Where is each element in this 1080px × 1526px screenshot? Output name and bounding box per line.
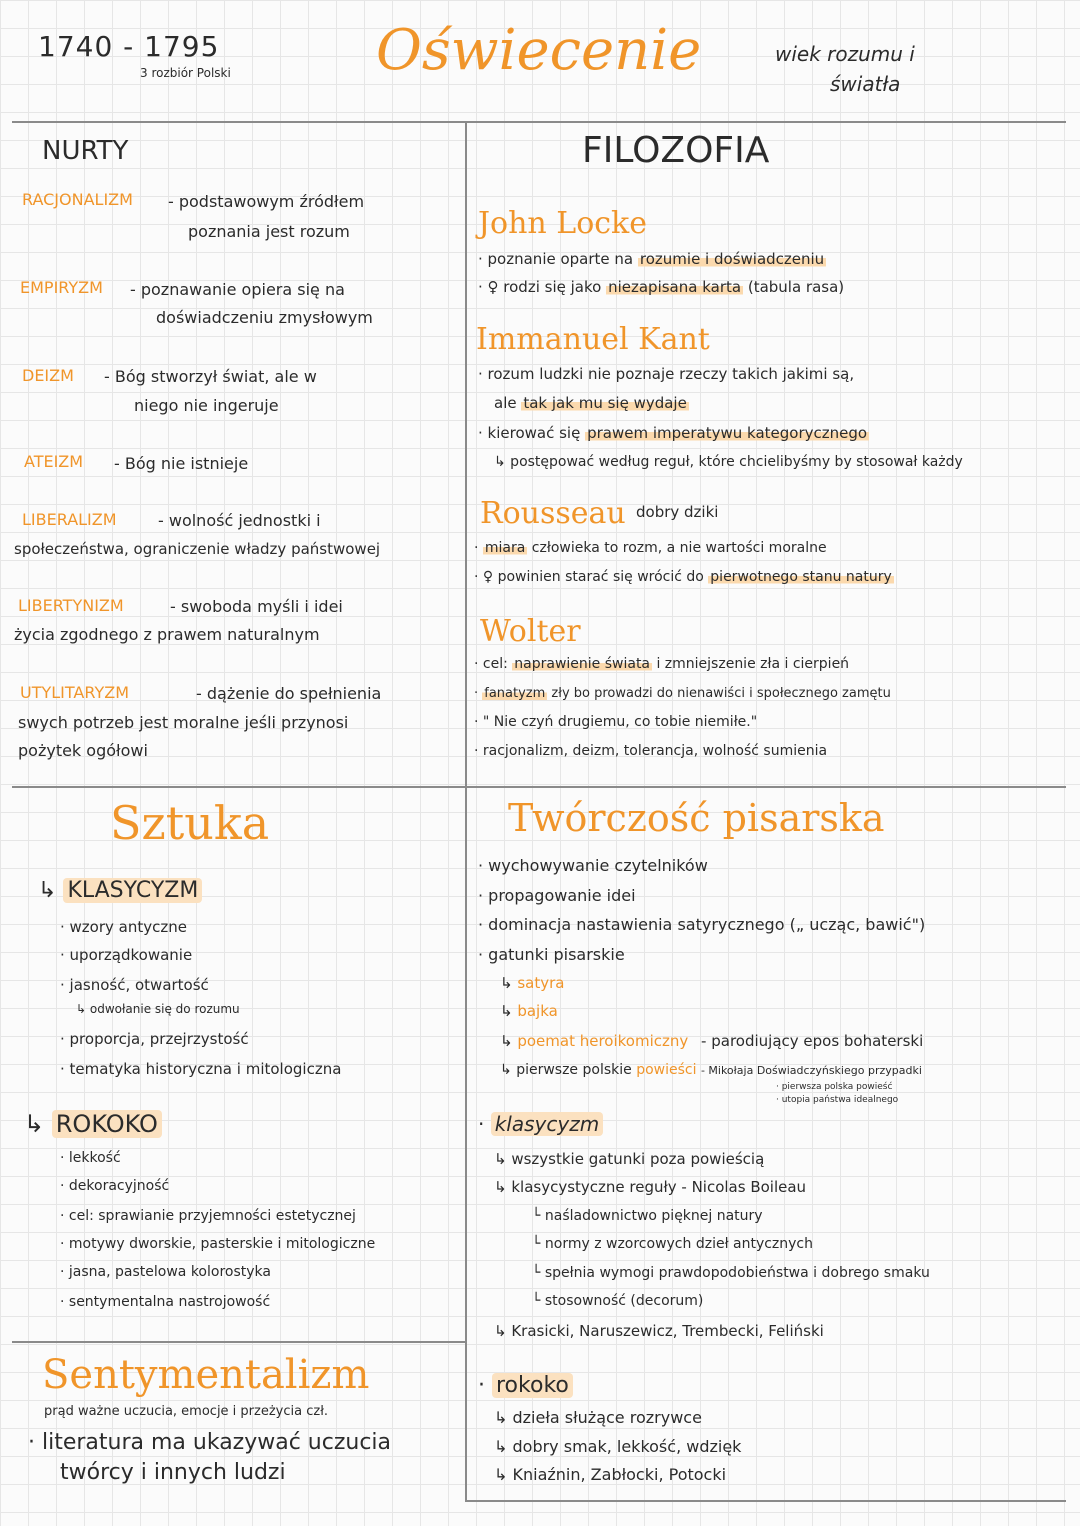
text: poemat heroikomiczny: [517, 1032, 689, 1050]
nurt-term: LIBERALIZM: [22, 510, 117, 529]
rousseau-bullet-2: [474, 569, 894, 585]
highlight: naprawienie świata: [514, 656, 651, 672]
kant-bullet-1: · rozum ludzki nie poznaje rzeczy takich jakimi są,: [478, 365, 855, 383]
rokoko-line: ↳ dobry smak, lekkość, wdzięk: [494, 1437, 742, 1456]
locke-name: John Locke: [478, 206, 647, 241]
nurt-def-2: poznania jest rozum: [188, 222, 350, 241]
tworczosc-heading: Twórczość pisarska: [508, 796, 885, 840]
rousseau-note: dobry dziki: [636, 503, 719, 521]
klasycyzm-item: · wzory antyczne: [60, 918, 187, 936]
locke-bullet-2: [478, 278, 844, 296]
arrow-icon: ↳: [500, 1062, 517, 1078]
nurt-def-3: pożytek ogółowi: [18, 741, 148, 760]
text: powieści: [636, 1062, 697, 1078]
gatunek-bajka: [500, 1002, 558, 1020]
nurt-def-2: swych potrzeb jest moralne jeśli przynosi: [18, 713, 349, 732]
highlight: klasycyzm: [491, 1112, 603, 1136]
rokoko-item: · lekkość: [60, 1150, 121, 1166]
nurt-term: ATEIZM: [24, 452, 84, 471]
klasycyzm-line: └ normy z wzorcowych dzieł antycznych: [532, 1236, 813, 1252]
locke-bullet-1: [478, 250, 826, 268]
bullet: ·: [478, 1112, 491, 1136]
gatunek-powiesc: [500, 1062, 922, 1078]
tworczosc-rokoko-label: [478, 1373, 573, 1398]
era-subtitle-1: wiek rozumu i: [775, 42, 915, 66]
bullet: ·: [474, 540, 483, 556]
klasycyzm-line: ↳ Krasicki, Naruszewicz, Trembecki, Feliński: [494, 1322, 824, 1340]
filozofia-heading: FILOZOFIA: [582, 130, 770, 171]
klasycyzm-line: └ stosowność (decorum): [532, 1293, 704, 1309]
text: · ♀ powinien starać się wrócić do: [474, 569, 709, 585]
rokoko-item: · sentymentalna nastrojowość: [60, 1294, 271, 1310]
era-dates: 1740 - 1795: [38, 30, 220, 63]
rousseau-name: Rousseau: [480, 496, 626, 531]
sentymentalizm-rule: [12, 1341, 465, 1343]
arrow-icon: ↳: [500, 974, 518, 992]
text: · poznanie oparte na: [478, 250, 638, 268]
nurt-def-1: - Bóg stworzył świat, ale w: [104, 367, 317, 386]
rokoko-item: · cel: sprawianie przyjemności estetycznej: [60, 1208, 356, 1224]
text: - parodiujący epos bohaterski: [701, 1032, 924, 1050]
text: satyra: [517, 974, 565, 992]
tworczosc-item: · wychowywanie czytelników: [478, 856, 708, 875]
text: ale: [494, 394, 522, 412]
wolter-name: Wolter: [480, 614, 581, 649]
highlight: ROKOKO: [52, 1110, 162, 1138]
rokoko-line: ↳ dzieła służące rozrywce: [494, 1408, 702, 1427]
klasycyzm-subitem: ↳ odwołanie się do rozumu: [76, 1002, 240, 1016]
nurt-term: EMPIRYZM: [20, 278, 103, 297]
klasycyzm-item: · proporcja, przejrzystość: [60, 1030, 249, 1048]
highlight: tak jak mu się wydaje: [523, 394, 687, 412]
kant-bullet-1b: [494, 394, 689, 412]
klasycyzm-item: · uporządkowanie: [60, 946, 193, 964]
bottom-rule: [465, 1500, 1066, 1502]
sentymentalizm-line-1: · literatura ma ukazywać uczucia: [28, 1430, 392, 1455]
highlight: niezapisana karta: [608, 278, 742, 296]
klasycyzm-line: ↳ wszystkie gatunki poza powieścią: [494, 1150, 765, 1168]
text: pierwsze polskie: [516, 1062, 637, 1078]
highlight: miara: [484, 540, 526, 556]
nurt-term: DEIZM: [22, 366, 74, 385]
center-divider: [465, 121, 467, 1501]
nurt-def-1: - Bóg nie istnieje: [114, 454, 249, 473]
nurt-def-1: - swoboda myśli i idei: [170, 597, 343, 616]
tworczosc-klasycyzm-label: [478, 1112, 603, 1136]
klasycyzm-label: [38, 878, 202, 903]
highlight: fanatyzm: [484, 686, 546, 701]
sztuka-heading: Sztuka: [110, 796, 270, 850]
kant-bullet-2: [478, 424, 869, 442]
nurt-def-2: życia zgodnego z prawem naturalnym: [14, 625, 320, 644]
highlight: prawem imperatywu kategorycznego: [587, 424, 868, 442]
sentymentalizm-heading: Sentymentalizm: [42, 1352, 370, 1398]
kant-bullet-3: ↳ postępować według reguł, które chcielibyśmy by stosował każdy: [494, 454, 963, 470]
klasycyzm-item: · tematyka historyczna i mitologiczna: [60, 1060, 342, 1078]
klasycyzm-item: · jasność, otwartość: [60, 976, 209, 994]
bullet: ·: [478, 1373, 492, 1398]
highlight: pierwotnego stanu natury: [710, 569, 892, 585]
wolter-bullet-3: · " Nie czyń drugiemu, co tobie niemiłe.": [474, 714, 758, 730]
text: (tabula rasa): [743, 278, 845, 296]
text: - Mikołaja Doświadczyńskiego przypadki: [700, 1064, 922, 1077]
arrow-icon: ↳: [500, 1002, 518, 1020]
text: zły bo prowadzi do nienawiści i społecznego zamętu: [547, 686, 891, 701]
highlight: rozumie i doświadczeniu: [639, 250, 825, 268]
sentymentalizm-line-2: twórcy i innych ludzi: [60, 1460, 286, 1485]
klasycyzm-line: └ spełnia wymogi prawdopodobieństwa i dobrego smaku: [532, 1265, 930, 1281]
text: bajka: [517, 1002, 558, 1020]
gatunek-satyra: [500, 974, 564, 992]
tworczosc-item: · gatunki pisarskie: [478, 945, 625, 964]
nurt-term: UTYLITARYZM: [20, 683, 129, 702]
rokoko-line: ↳ Kniaźnin, Zabłocki, Potocki: [494, 1465, 727, 1484]
rokoko-item: · jasna, pastelowa kolorostyka: [60, 1264, 271, 1280]
nurt-def-1: - wolność jednostki i: [158, 511, 321, 530]
nurt-def-1: - podstawowym źródłem: [168, 192, 365, 211]
nurt-def-1: - dążenie do spełnienia: [196, 684, 382, 703]
rokoko-item: · dekoracyjność: [60, 1178, 170, 1194]
kant-name: Immanuel Kant: [476, 322, 710, 357]
tworczosc-item: · propagowanie idei: [478, 886, 636, 905]
era-subtitle-2: światła: [830, 72, 901, 96]
text: · kierować się: [478, 424, 586, 442]
nurt-term: RACJONALIZM: [22, 190, 133, 209]
nurt-def-1: - poznawanie opiera się na: [130, 280, 345, 299]
tworczosc-item: · dominacja nastawienia satyrycznego („ ucząc, bawić"): [478, 915, 926, 934]
wolter-bullet-2: [474, 686, 891, 701]
nurt-def-2: niego nie ingeruje: [134, 396, 279, 415]
rousseau-bullet-1: [474, 540, 827, 556]
era-dates-note: 3 rozbiór Polski: [140, 66, 231, 80]
powiesc-sub-1: · pierwsza polska powieść: [776, 1082, 893, 1092]
klasycyzm-line: └ naśladownictwo pięknej natury: [532, 1208, 763, 1224]
nurt-term: LIBERTYNIZM: [18, 596, 124, 615]
klasycyzm-line: ↳ klasycystyczne reguły - Nicolas Boileau: [494, 1178, 807, 1196]
rokoko-label: [24, 1110, 162, 1138]
highlight: rokoko: [492, 1373, 573, 1398]
rokoko-item: · motywy dworskie, pasterskie i mitologiczne: [60, 1236, 376, 1252]
bullet: ·: [474, 686, 483, 701]
text: · cel:: [474, 656, 513, 672]
highlight: KLASYCYZM: [63, 878, 202, 903]
text: · ♀ rodzi się jako: [478, 278, 607, 296]
nurt-def-2: doświadczeniu zmysłowym: [156, 308, 373, 327]
arrow-icon: ↳: [24, 1110, 52, 1138]
page-title: Oświecenie: [376, 18, 702, 83]
text: i zmniejszenie zła i cierpień: [652, 656, 850, 672]
nurty-heading: NURTY: [42, 136, 129, 166]
wolter-bullet-1: [474, 656, 849, 672]
arrow-icon: ↳: [38, 878, 64, 903]
powiesc-sub-2: · utopia państwa idealnego: [776, 1095, 899, 1105]
gatunek-poemat: [500, 1032, 923, 1050]
arrow-icon: ↳: [500, 1032, 518, 1050]
wolter-bullet-4: · racjonalizm, deizm, tolerancja, wolność sumienia: [474, 743, 828, 759]
nurt-def-2: społeczeństwa, ograniczenie władzy państwowej: [14, 540, 381, 558]
middle-rule: [12, 786, 1066, 788]
text: człowieka to rozm, a nie wartości moralne: [527, 540, 827, 556]
top-rule: [12, 121, 1066, 123]
sentymentalizm-note: prąd ważne uczucia, emocje i przeżycia czł.: [44, 1404, 329, 1419]
